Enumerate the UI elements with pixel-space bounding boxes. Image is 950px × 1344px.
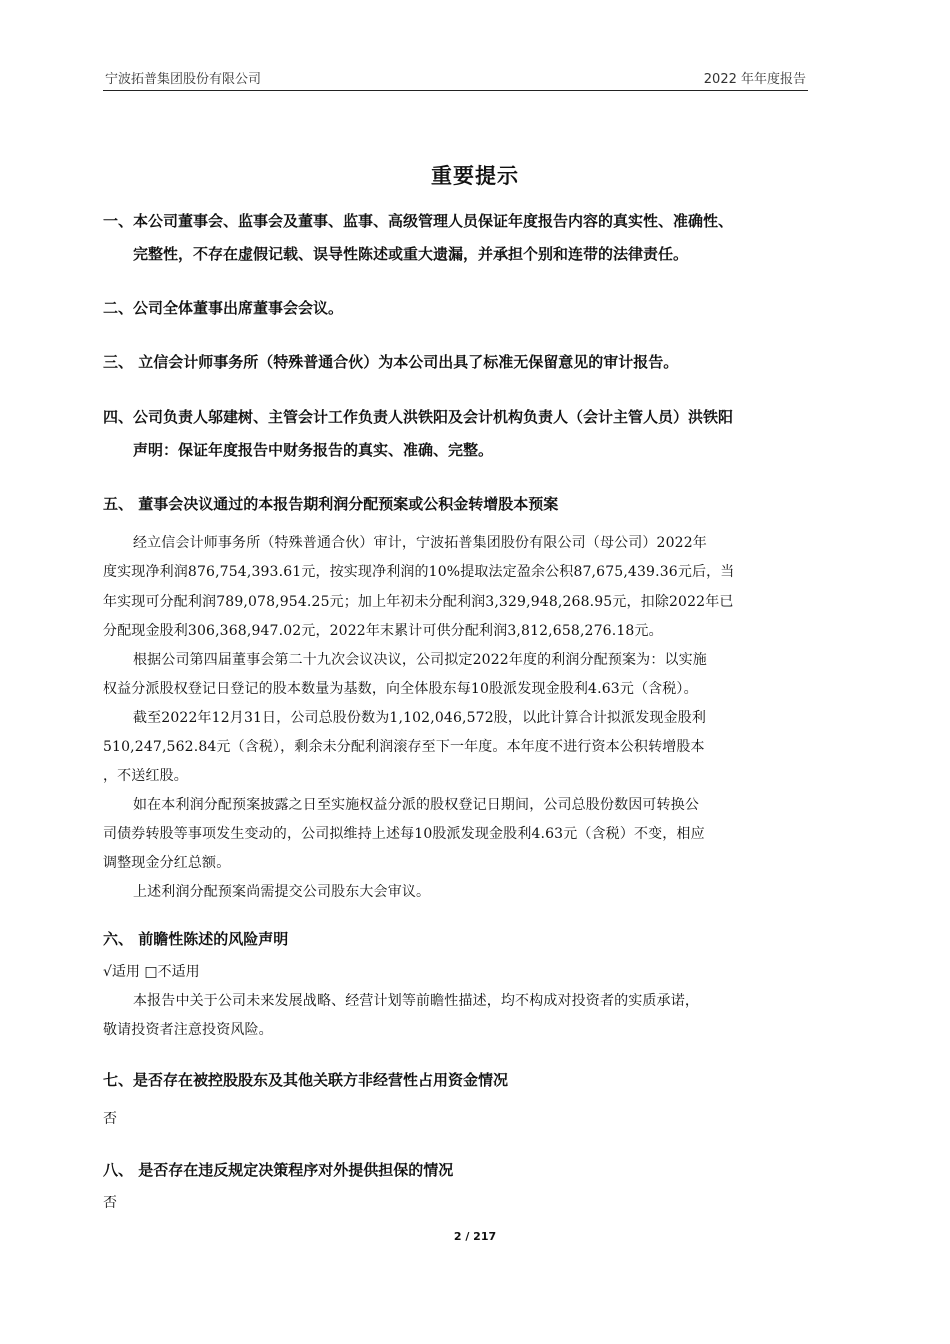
adjustment-paragraph-line: 如在本利润分配预案披露之日至实施权益分派的股权登记日期间，公司总股份数因可转换公 <box>133 797 699 813</box>
adjustment-paragraph-line: 司债券转股等事项发生变动的，公司拟维持上述每10股派发现金股利4.63元（含税）不变，相应 <box>103 826 705 842</box>
profit-paragraph-line: 年实现可分配利润789,078,954.25元；加上年初未分配利润3,329,948,268.95元，扣除2022年已 <box>103 594 734 610</box>
plan-paragraph-line: 权益分派股权登记日登记的股本数量为基数，向全体股东每10股派发现金股利4.63元（含税）。 <box>103 681 698 697</box>
applicability-options: √适用 □不适用 <box>103 964 200 980</box>
shares-paragraph-line: 510,247,562.84元（含税），剩余未分配利润滚存至下一年度。本年度不进行资本公积转增股本 <box>103 739 705 755</box>
profit-paragraph-line: 度实现净利润876,754,393.61元，按实现净利润的10%提取法定盈余公积87,675,439.36元后，当 <box>103 564 735 580</box>
page-header <box>103 66 808 91</box>
section-2-heading: 二、公司全体董事出席董事会会议。 <box>103 299 344 317</box>
header-company-name: 宁波拓普集团股份有限公司 <box>105 72 262 87</box>
section-7-answer: 否 <box>103 1111 118 1127</box>
plan-paragraph-line: 根据公司第四届董事会第二十九次会议决议，公司拟定2022年度的利润分配预案为：以实施 <box>133 652 707 668</box>
shares-paragraph-line: ，不送红股。 <box>103 768 188 784</box>
section-1-line-2: 完整性，不存在虚假记载、误导性陈述或重大遗漏，并承担个别和连带的法律责任。 <box>133 245 689 263</box>
adjustment-paragraph-line: 调整现金分红总额。 <box>103 855 231 871</box>
risk-paragraph-line: 敬请投资者注意投资风险。 <box>103 1022 273 1038</box>
section-1-line-1: 一、本公司董事会、监事会及董事、监事、高级管理人员保证年度报告内容的真实性、准确性、 <box>103 212 734 230</box>
header-report-title: 2022 年年度报告 <box>703 72 806 87</box>
profit-paragraph-line: 分配现金股利306,368,947.02元，2022年末累计可供分配利润3,812,658,276.18元。 <box>103 623 663 639</box>
shares-paragraph-line: 截至2022年12月31日，公司总股份数为1,102,046,572股，以此计算合计拟派发现金股利 <box>133 710 707 726</box>
section-5-heading: 五、 董事会决议通过的本报告期利润分配预案或公积金转增股本预案 <box>103 495 559 513</box>
section-8-heading: 八、 是否存在违反规定决策程序对外提供担保的情况 <box>103 1161 454 1179</box>
section-4-line-1: 四、公司负责人邬建树、主管会计工作负责人洪铁阳及会计机构负责人（会计主管人员）洪铁阳 <box>103 408 734 426</box>
approval-paragraph: 上述利润分配预案尚需提交公司股东大会审议。 <box>133 884 431 900</box>
section-6-heading: 六、 前瞻性陈述的风险声明 <box>103 930 289 948</box>
section-8-answer: 否 <box>103 1195 118 1211</box>
risk-paragraph-line: 本报告中关于公司未来发展战略、经营计划等前瞻性描述，均不构成对投资者的实质承诺， <box>133 993 699 1009</box>
profit-paragraph-line: 经立信会计师事务所（特殊普通合伙）审计，宁波拓普集团股份有限公司（母公司）2022年 <box>133 535 707 551</box>
section-4-line-2: 声明：保证年度报告中财务报告的真实、准确、完整。 <box>133 441 494 459</box>
section-7-heading: 七、是否存在被控股股东及其他关联方非经营性占用资金情况 <box>103 1071 509 1089</box>
page-title: 重要提示 <box>431 164 519 188</box>
page-number: 2 / 217 <box>453 1230 497 1243</box>
section-3-heading: 三、 立信会计师事务所（特殊普通合伙）为本公司出具了标准无保留意见的审计报告。 <box>103 353 679 371</box>
